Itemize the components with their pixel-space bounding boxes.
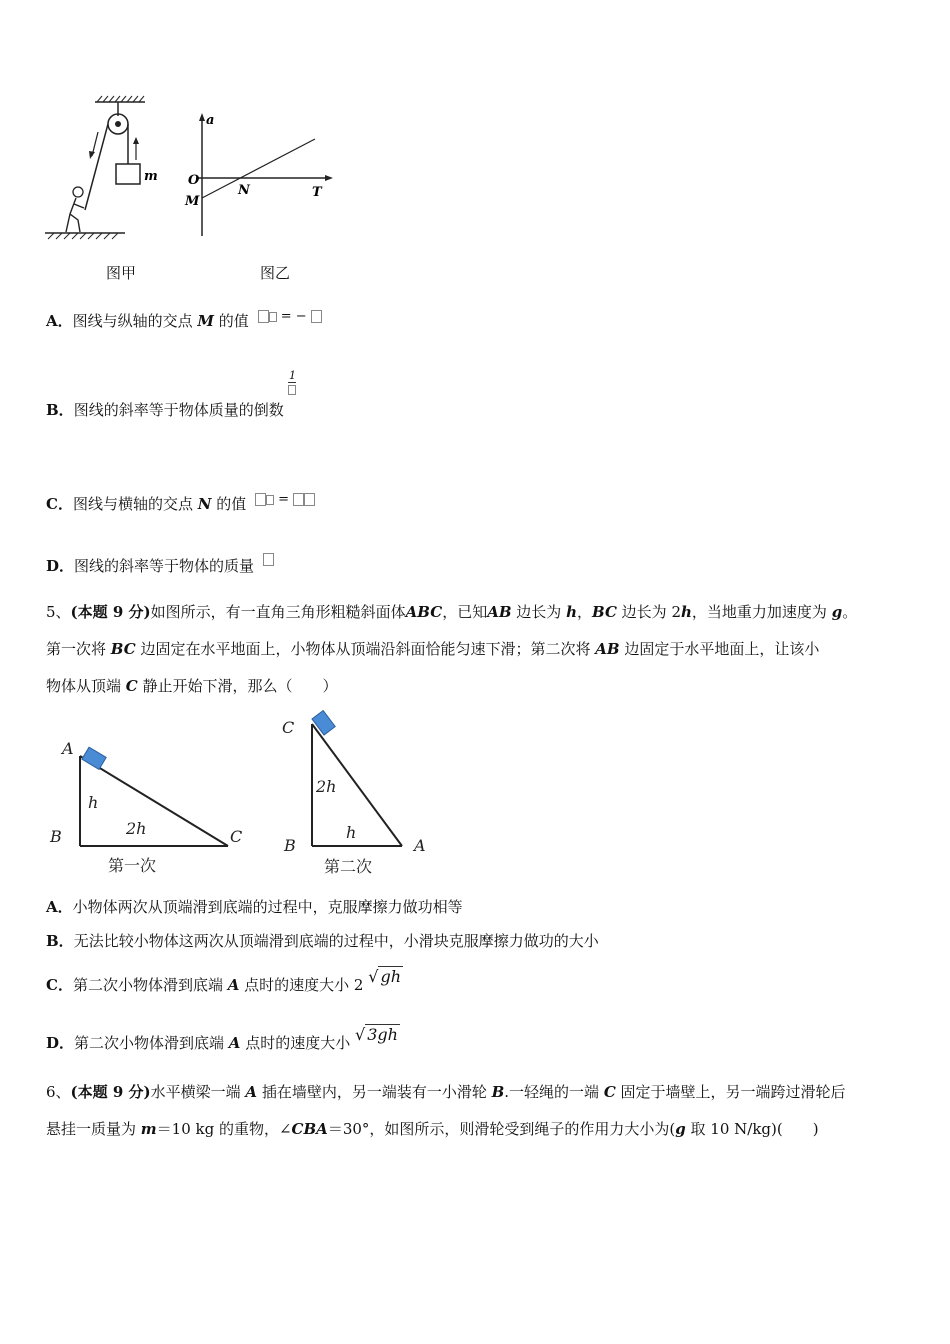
svg-text:2h: 2h (126, 819, 147, 838)
mass-label: m (144, 169, 158, 184)
q5-option-a: A．小物体两次从顶端滑到底端的过程中，克服摩擦力做功相等 (46, 898, 463, 916)
point-m-label: M (185, 194, 200, 209)
svg-text:第二次: 第二次 (324, 857, 373, 876)
sqrt-formula: √ 3gh (355, 1025, 398, 1044)
pulley-figure (40, 92, 180, 242)
point-n-label: N (238, 183, 250, 198)
axis-label-a: a (206, 113, 215, 128)
q4-option-d: D．图线的斜率等于物体的质量 (46, 555, 274, 576)
caption-figure-b: 图乙 (260, 264, 291, 282)
formula: = − (258, 309, 322, 324)
triangle-second-figure (278, 708, 438, 878)
caption-figure-a: 图甲 (106, 264, 137, 282)
q4-option-a: A．图线与纵轴的交点 M 的值 = − (46, 310, 322, 331)
origin-label: O (188, 173, 200, 188)
svg-text:A: A (62, 739, 74, 758)
sqrt-formula: √ gh (368, 967, 401, 986)
svg-text:h: h (88, 793, 99, 812)
q4-option-b: B．图线的斜率等于物体质量的倒数 1 (46, 369, 296, 419)
svg-text:第一次: 第一次 (108, 856, 157, 875)
svg-text:C: C (282, 718, 295, 737)
formula-fraction: 1 (288, 370, 296, 396)
svg-text:C: C (230, 827, 243, 846)
q5-option-d: D．第二次小物体滑到底端 A 点时的速度大小 √ 3gh (46, 1025, 398, 1052)
svg-text:h: h (346, 823, 357, 842)
q5-option-c: C．第二次小物体滑到底端 A 点时的速度大小 2 √ gh (46, 967, 401, 994)
q6-stem: 6、(本题 9 分)水平横梁一端 A 插在墙壁内，另一端装有一小滑轮 B.一轻绳的一端 C 固定于墙壁上，另一端跨过滑轮后 悬挂一质量为 m＝10 kg 的重物，∠CBA＝30°，如图所示，则滑轮受到绳子的作用力大小为(g 取 10 N/kg)( ) (46, 1083, 846, 1138)
q5-option-b: B．无法比较小物体这两次从顶端滑到底端的过程中，小滑块克服摩擦力做功的大小 (46, 932, 599, 950)
svg-text:2h: 2h (316, 777, 337, 796)
axis-label-t: T (312, 185, 322, 200)
formula: = (255, 492, 315, 507)
svg-text:B: B (50, 827, 62, 846)
q5-stem: 5、(本题 9 分)如图所示，有一直角三角形粗糙斜面体ABC，已知AB 边长为 h，BC 边长为 2h，当地重力加速度为 g。 第一次将 BC 边固定在水平地面上，小物体从顶端沿斜面恰能匀速下滑；第二次将 AB 边固定于水平地面上，让该小 物体从顶端 C 静止开始下滑，那么（ ） (46, 603, 858, 695)
formula (263, 549, 274, 567)
svg-text:B: B (284, 836, 296, 855)
svg-text:A: A (414, 836, 426, 855)
q4-option-c: C．图线与横轴的交点 N 的值 = (46, 493, 315, 514)
a-t-graph (180, 108, 340, 242)
triangle-first-figure (46, 728, 256, 878)
